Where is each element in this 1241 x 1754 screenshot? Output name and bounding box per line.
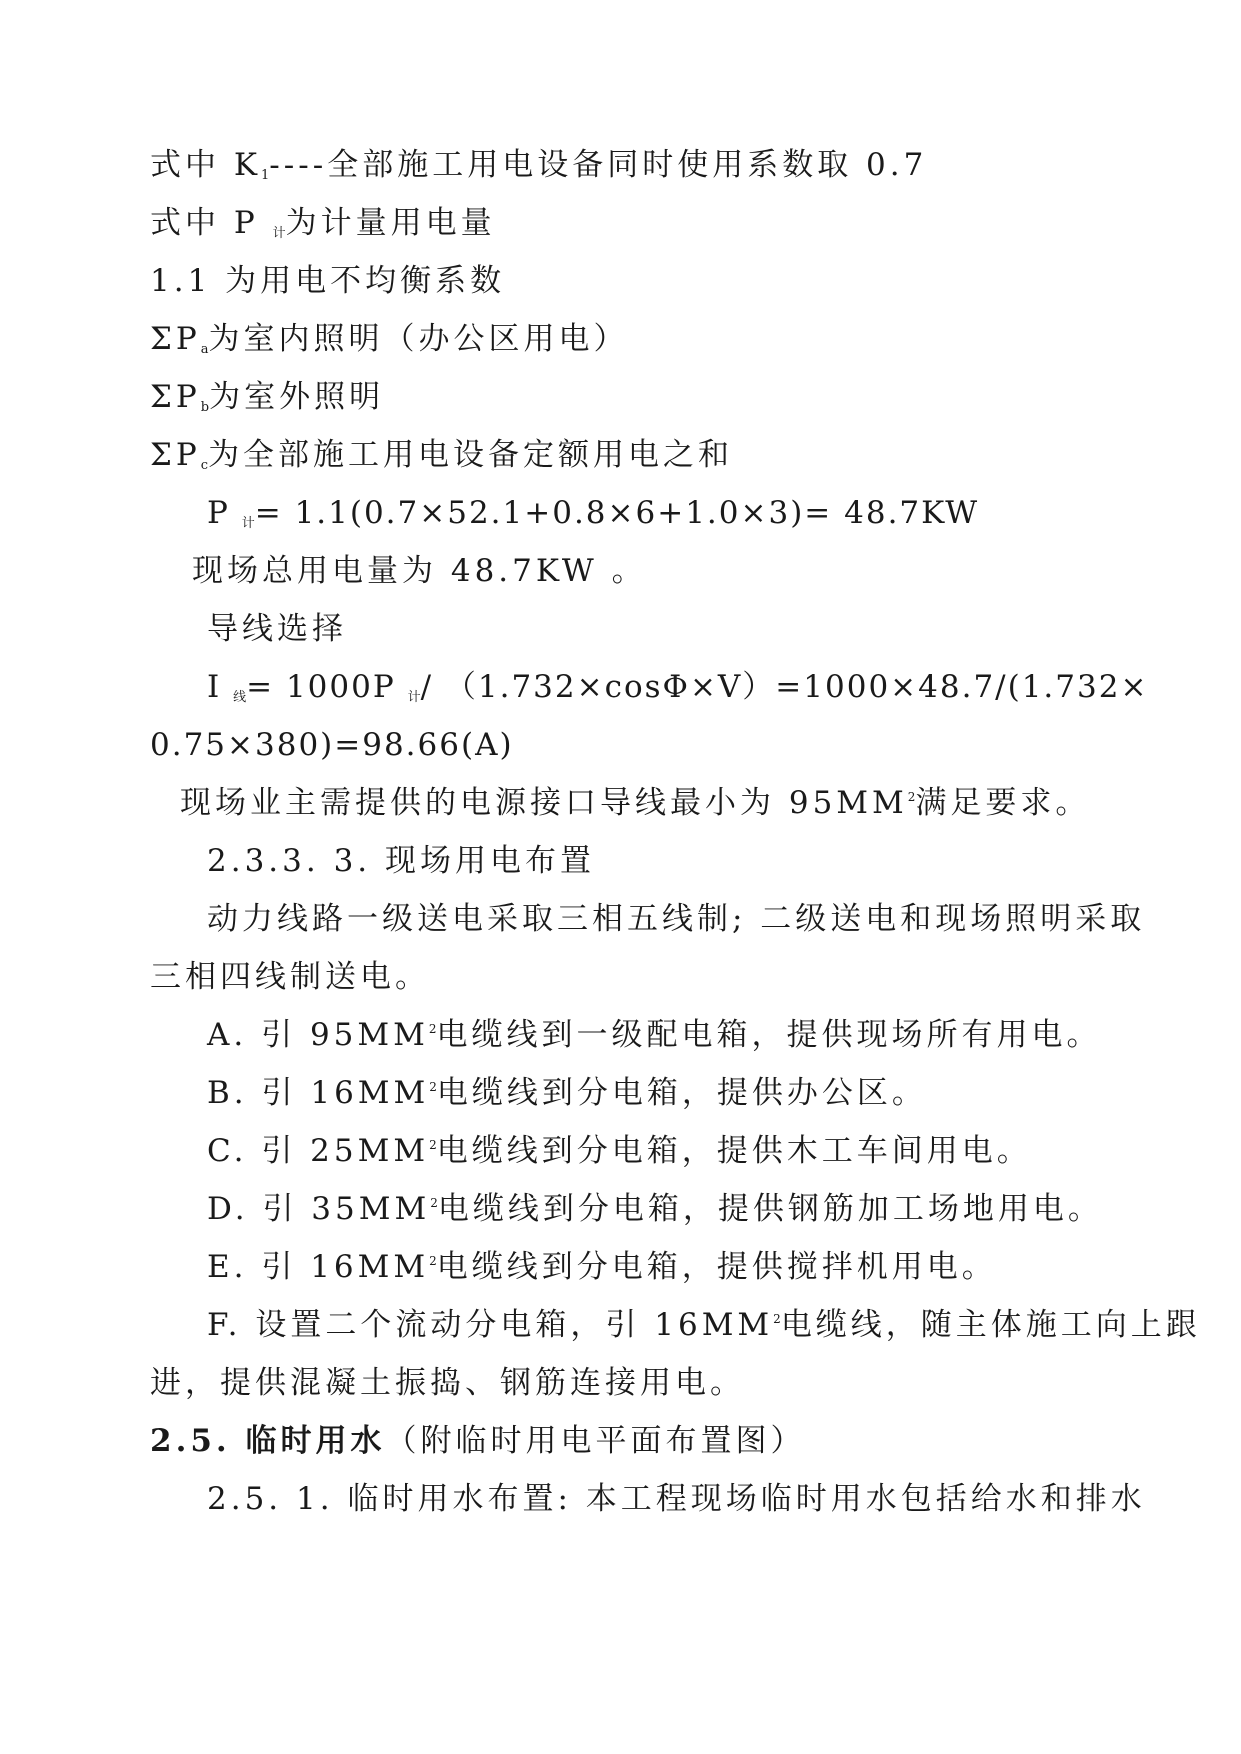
list-item-f — [207, 1307, 1201, 1343]
power-line-paragraph: 动力线路一级送电采取三相五线制; 二级送电和现场照明采取 — [207, 901, 1146, 937]
superscript: 2 — [429, 1138, 437, 1152]
text: 满足要求。 — [915, 785, 1091, 821]
text: = 1000P — [246, 669, 408, 705]
text: 电缆线到分电箱，提供钢筋加工场地用电。 — [437, 1191, 1103, 1227]
pa-definition — [150, 321, 629, 357]
list-item-e — [207, 1249, 997, 1285]
section-heading-25 — [150, 1423, 806, 1459]
owner-requirement — [180, 785, 1091, 821]
text: E. 引 16MM — [207, 1249, 430, 1285]
k1-definition — [150, 147, 928, 183]
text: ----全部施工用电设备同时使用系数取 0.7 — [269, 147, 928, 183]
text: = 1.1(0.7×52.1+0.8×6+1.0×3)= 48.7KW — [254, 495, 980, 531]
text: P — [207, 495, 242, 531]
pc-definition — [150, 437, 734, 473]
text: 式中 P — [150, 205, 273, 241]
text: A. 引 95MM — [207, 1017, 429, 1053]
superscript: 2 — [773, 1312, 781, 1326]
subscript: 计 — [407, 690, 421, 705]
list-item-a — [207, 1017, 1102, 1053]
list-item-d — [207, 1191, 1103, 1227]
section-251-paragraph: 2.5. 1. 临时用水布置: 本工程现场临时用水包括给水和排水 — [207, 1481, 1146, 1517]
superscript: 2 — [428, 1022, 437, 1036]
text: 为全部施工用电设备定额用电之和 — [208, 437, 734, 473]
subscript: c — [200, 458, 209, 473]
subscript: 1 — [261, 168, 270, 183]
pb-definition — [150, 379, 385, 415]
text: 电缆线到分电箱，提供办公区。 — [436, 1075, 927, 1111]
list-item-b — [207, 1075, 927, 1111]
text: 电缆线，随主体施工向上跟 — [780, 1307, 1201, 1343]
section-heading-2333: 2.3.3. 3. 现场用电布置 — [207, 843, 596, 879]
superscript: 2 — [429, 1080, 437, 1094]
text: （附临时用电平面布置图） — [385, 1423, 806, 1459]
current-formula — [207, 669, 1149, 705]
text: D. 引 35MM — [207, 1191, 431, 1227]
text: 为室内照明（办公区用电） — [208, 321, 629, 357]
text: 电缆线到分电箱，提供搅拌机用电。 — [436, 1249, 997, 1285]
text: 为室外照明 — [209, 379, 385, 415]
superscript: 2 — [430, 1196, 438, 1210]
power-line-paragraph-continued: 三相四线制送电。 — [150, 959, 430, 995]
text: 电缆线到一级配电箱，提供现场所有用电。 — [436, 1017, 1102, 1053]
text: 式中 K — [150, 147, 262, 183]
text: / （1.732×cosΦ×V）=1000×48.7/(1.732× — [420, 669, 1149, 705]
superscript: 2 — [429, 1254, 437, 1268]
subscript: 线 — [233, 690, 247, 705]
p-calc-definition — [150, 205, 496, 241]
text: 电缆线到分电箱，提供木工车间用电。 — [436, 1133, 1032, 1169]
coefficient-line: 1.1 为用电不均衡系数 — [150, 263, 506, 299]
subscript: b — [200, 400, 210, 415]
section-title-bold: 2.5. 临时用水 — [150, 1423, 386, 1459]
text: C. 引 25MM — [207, 1133, 430, 1169]
text: ΣP — [150, 321, 201, 357]
text: 为计量用电量 — [285, 205, 496, 241]
total-power: 现场总用电量为 48.7KW 。 — [192, 553, 647, 589]
text: 现场业主需提供的电源接口导线最小为 95MM — [180, 785, 908, 821]
list-item-f-continued: 进，提供混凝土振捣、钢筋连接用电。 — [150, 1365, 745, 1401]
subscript: 计 — [272, 226, 286, 241]
text: ΣP — [150, 437, 201, 473]
subscript: 计 — [241, 516, 255, 531]
list-item-c — [207, 1133, 1032, 1169]
text: F. 设置二个流动分电箱，引 16MM — [207, 1307, 774, 1343]
power-formula — [207, 495, 980, 531]
subscript: a — [200, 342, 209, 357]
superscript: 2 — [907, 790, 916, 804]
text: ΣP — [150, 379, 201, 415]
text: I — [207, 669, 234, 705]
current-formula-continued: 0.75×380)=98.66(A) — [150, 727, 514, 763]
text: B. 引 16MM — [207, 1075, 430, 1111]
wire-selection-heading: 导线选择 — [207, 611, 347, 647]
